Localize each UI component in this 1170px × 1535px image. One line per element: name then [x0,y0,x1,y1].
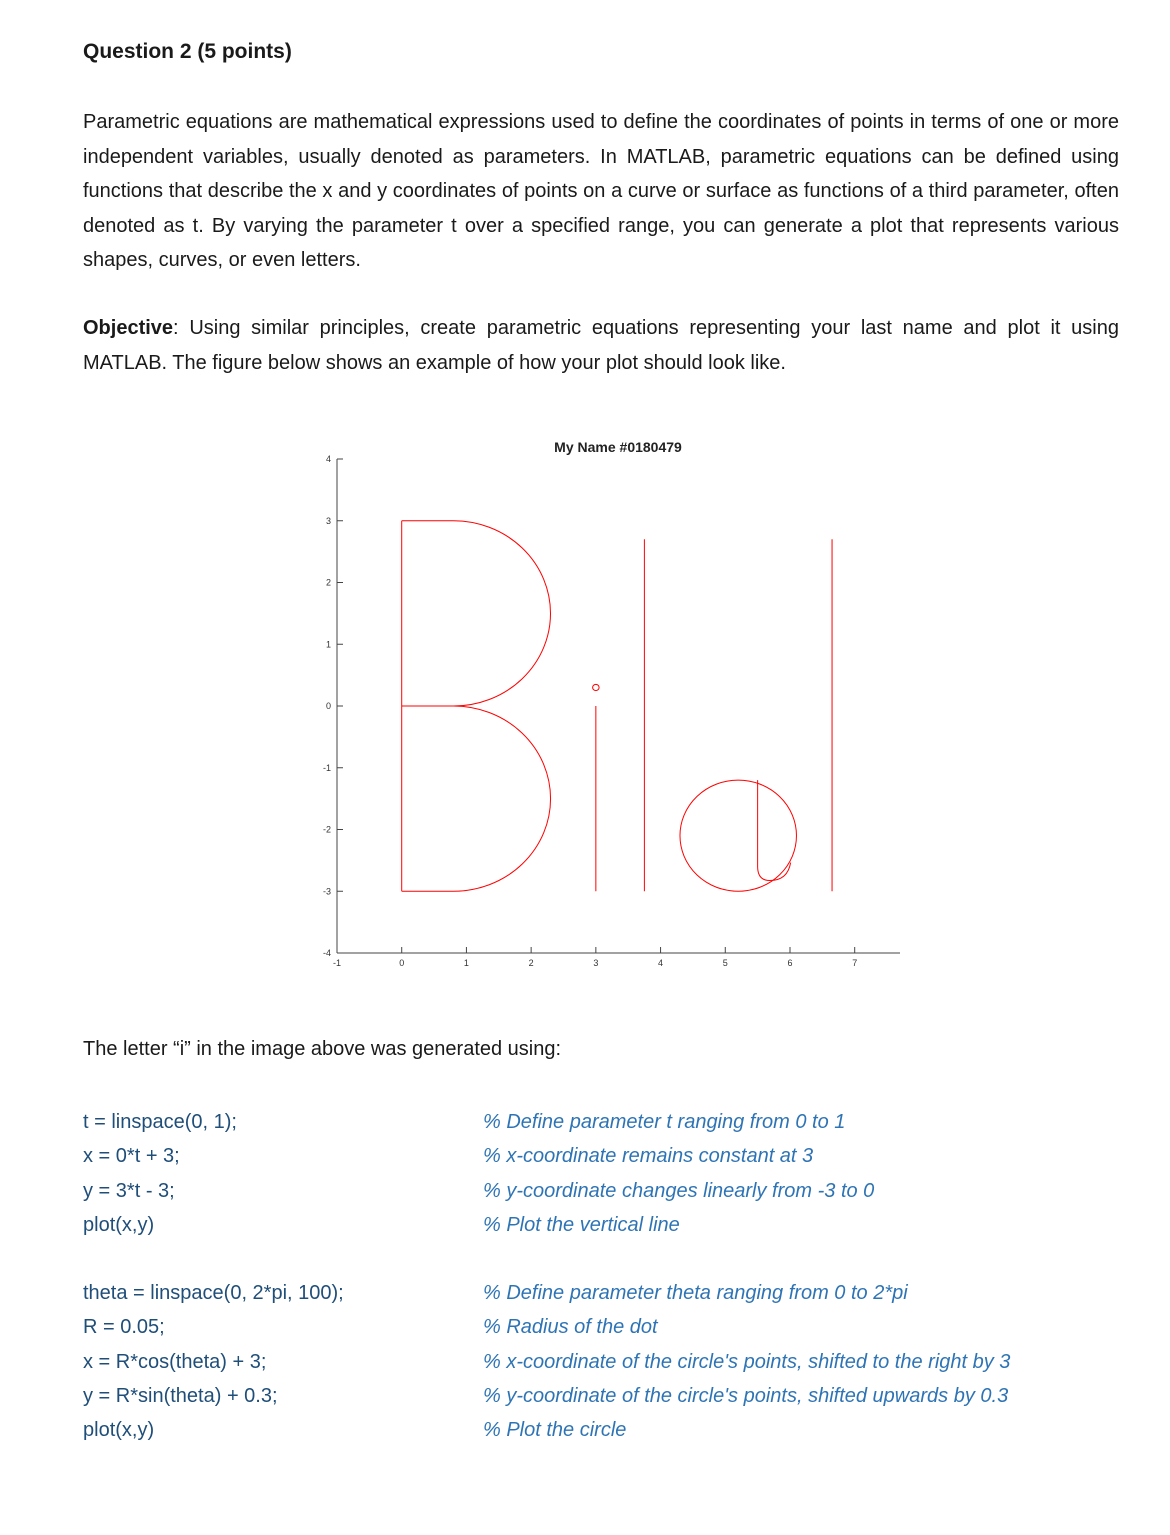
figure-caption: The letter “i” in the image above was generated using: [83,1038,562,1060]
code-row [83,1413,1010,1447]
code-comment: % Plot the circle [483,1419,627,1442]
code-statement: x = 0*t + 3; [83,1145,180,1168]
code-statement: R = 0.05; [83,1316,165,1339]
code-block-dot [83,1276,1010,1447]
code-statement: theta = linspace(0, 2*pi, 100); [83,1282,344,1304]
y-tick-label: -3 [322,886,331,897]
objective-text: : Using similar principles, create parametric equations representing your last name and plot it using MATLAB. The figure below shows an example of how your plot should look like. [83,317,1119,374]
code-row [83,1345,1010,1379]
y-tick-label: -4 [322,948,331,958]
code-comment: % Plot the vertical line [483,1213,680,1236]
code-row [83,1174,874,1208]
y-tick-label: 3 [325,515,331,526]
code-row [83,1208,874,1242]
series-i-dot [593,684,599,690]
y-tick-label: 2 [325,577,331,588]
y-tick-label: -1 [322,762,331,773]
series-a-bowl [680,780,796,891]
code-statement: t = linspace(0, 1); [83,1111,237,1133]
code-block-line [83,1105,874,1242]
code-comment: % y-coordinate of the circle's points, shifted upwards by 0.3 [483,1384,1009,1407]
x-tick-label: 6 [787,958,793,968]
series-b-upper-bowl [453,521,550,706]
x-tick-label: 4 [658,958,664,968]
code-row [83,1310,1010,1344]
intro-paragraph: Parametric equations are mathematical expressions used to define the coordinates of points in terms of one or more independent variables, usually denoted as parameters. In MATLAB, parametric equations can be defined using functions that describe the x and y coordinates of points on a curve or surface as functions of a third parameter, often denoted as t. By varying the parameter t over a specified range, you can generate a plot that represents various shapes, curves, or even letters. [83,111,1119,271]
code-statement: x = R*cos(theta) + 3; [83,1350,267,1373]
x-tick-label: 7 [852,958,858,968]
x-tick-label: 0 [399,958,405,968]
series-a-hook [758,863,791,881]
code-row [83,1276,1010,1310]
question-heading: Question 2 (5 points) [83,40,292,63]
code-statement: plot(x,y) [83,1213,155,1236]
x-tick-label: 2 [528,958,534,968]
objective-label: Objective [83,317,174,339]
objective-paragraph [83,311,1119,380]
code-comment: % x-coordinate remains constant at 3 [483,1145,814,1168]
y-tick-label: 0 [325,701,331,711]
y-tick-label: 4 [325,454,331,464]
y-tick-label: -2 [322,824,331,835]
x-tick-label: 3 [593,958,599,968]
code-row [83,1379,1010,1413]
y-tick-label: 1 [325,639,331,650]
code-comment: % x-coordinate of the circle's points, shifted to the right by 3 [483,1350,1011,1373]
code-comment: % Radius of the dot [483,1316,658,1339]
chart-title: My Name #0180479 [554,439,682,455]
code-row [83,1139,874,1173]
x-tick-label: 5 [722,958,728,968]
x-tick-label: 1 [463,958,469,968]
code-comment: % Define parameter t ranging from 0 to 1 [483,1111,846,1133]
code-row [83,1105,874,1139]
code-statement: y = R*sin(theta) + 0.3; [83,1384,278,1407]
series-b-lower-bowl [453,706,550,891]
code-statement: plot(x,y) [83,1419,155,1442]
x-tick-label: -1 [332,958,342,968]
code-comment: % Define parameter theta ranging from 0 to 2*pi [483,1282,908,1304]
code-statement: y = 3*t - 3; [83,1179,175,1202]
code-comment: % y-coordinate changes linearly from -3 to 0 [483,1179,875,1202]
name-plot-figure [300,432,910,977]
